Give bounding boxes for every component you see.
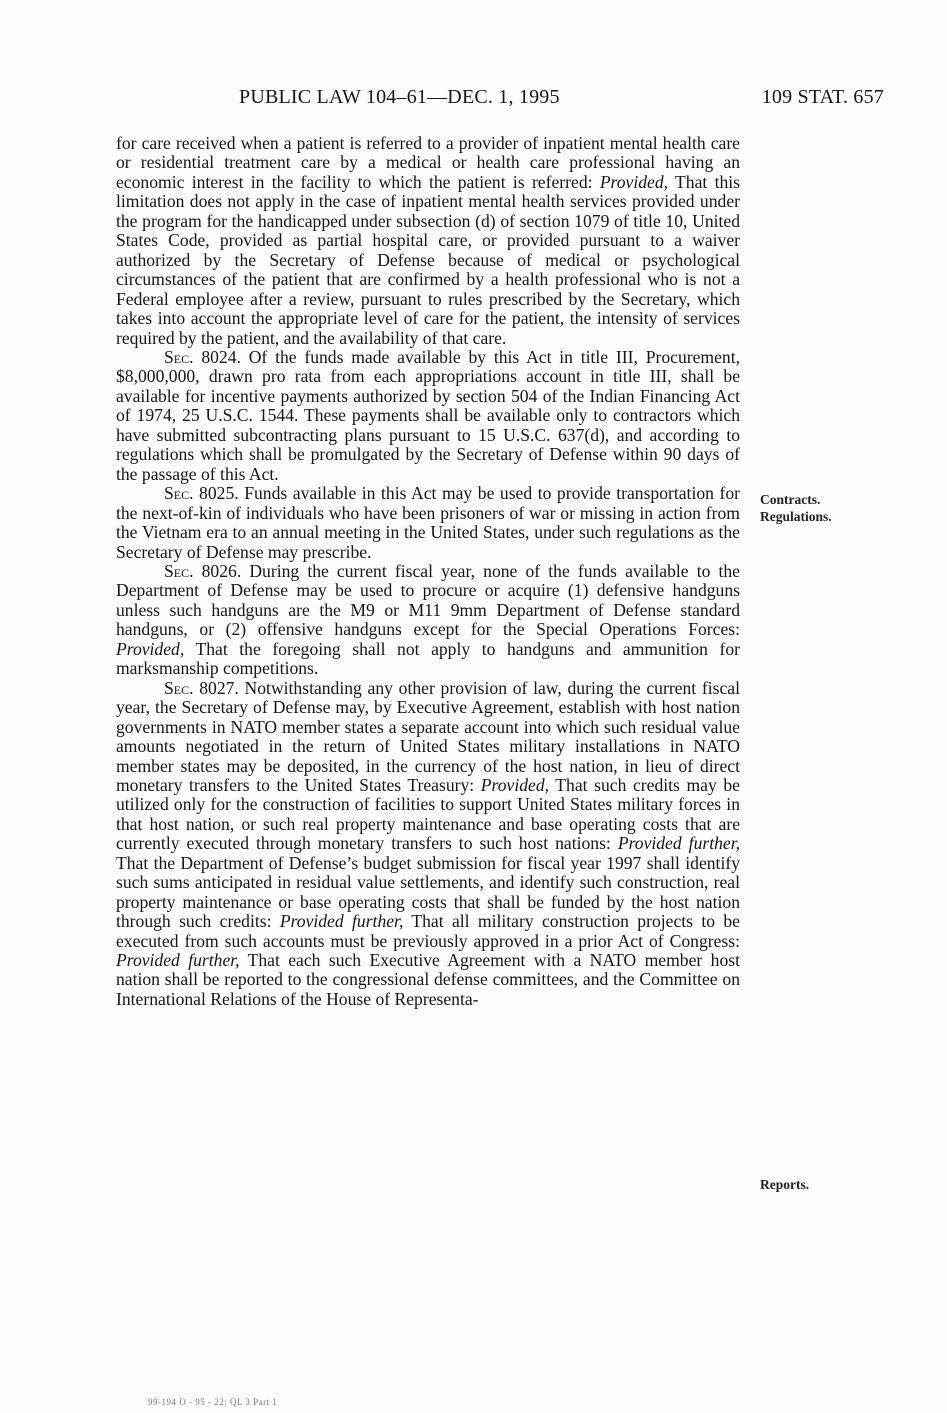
text-run: That all military construction projects to be executed from such accounts must be previously approved in a prior Act of Congress: (116, 911, 740, 951)
section-8026 (116, 562, 740, 679)
continued-paragraph (116, 134, 740, 348)
italic-proviso: Provided further, (116, 950, 240, 971)
print-code-footer: 99-194 O - 95 - 22: QL 3 Part 1 (148, 1397, 278, 1407)
main-text (116, 134, 740, 1009)
text-run: Notwithstanding any other provision of law, during the current fiscal year, the Secretary of Defense may, by Executive Agreement, establish with host nation governments in NATO member states a separate account into which such residual value amounts negotiated in the return of United States military installations in NATO member states may be deposited, in the currency of the host nation, in lieu of direct monetary transfers to the United States Treasury: (116, 677, 740, 795)
margin-note-contracts-regulations (760, 491, 832, 525)
italic-proviso: Provided, (116, 638, 185, 659)
italic-proviso: Provided further, (617, 833, 740, 854)
statute-page-reference: 109 STAT. 657 (761, 86, 884, 108)
section-label: Sec. 8024. (164, 346, 241, 367)
margin-note-regulations: Regulations. (760, 509, 832, 524)
text-run: During the current fiscal year, none of the funds available to the Department of Defense may be used to procure or acquire (1) defensive handguns unless such handguns are the M9 or M11 9mm Department of Defense standard handguns, or (2) offensive handguns except for the Special Operations Forces: (116, 560, 740, 640)
margin-note-contracts: Contracts. (760, 492, 821, 507)
section-label: Sec. 8026. (164, 560, 242, 581)
text-run: That the foregoing shall not apply to handguns and ammunition for marksmanship competitions. (116, 638, 740, 679)
text-run: for care received when a patient is referred to a provider of inpatient mental health care or residential treatment care by a medical or health care professional having an economic interest in the facility to which the patient is referred: (116, 133, 740, 192)
page-header (116, 86, 884, 112)
italic-proviso: Provided further, (279, 911, 404, 932)
text-run: Of the funds made available by this Act in title III, Procurement, $8,000,000, drawn pro rata from each appropriations account in title III, shall be available for incentive payments authorized by section 504 of the Indian Financing Act of 1974, 25 U.S.C. 1544. These payments shall be available only to contractors which have submitted subcontracting plans pursuant to 15 U.S.C. 637(d), and according to regulations which shall be promulgated by the Secretary of Defense within 90 days of the passage of this Act. (116, 346, 740, 484)
section-label: Sec. 8025. (164, 483, 239, 504)
text-run: That each such Executive Agreement with a NATO member host nation shall be reported to the congressional defense committees, and the Committee on International Relations of the House of Representa- (116, 950, 740, 1009)
running-head: PUBLIC LAW 104–61—DEC. 1, 1995 (239, 86, 560, 108)
italic-proviso: Provided, (599, 171, 669, 192)
section-8024 (116, 348, 740, 484)
section-8025 (116, 484, 740, 562)
margin-note-reports: Reports. (760, 1177, 810, 1192)
text-run: That this limitation does not apply in the case of inpatient mental health services provided under the program for the handicapped under subsection (d) of section 1079 of title 10, United States Code, provided as partial hospital care, or provided pursuant to a waiver authorized by the Secretary of Defense because of medical or psychological circumstances of the patient that are confirmed by a health professional who is not a Federal employee after a review, pursuant to rules prescribed by the Secretary, which takes into account the appropriate level of care for the patient, the intensity of services required by the patient, and the availability of that care. (116, 171, 741, 348)
italic-proviso: Provided, (480, 774, 550, 795)
text-run: That the Department of Defense’s budget submission for fiscal year 1997 shall identify such sums anticipated in residual value settlements, and identify such construction, real property maintenance or base operating costs that shall be funded by the host nation through such credits: (116, 852, 740, 932)
text-run: That such credits may be utilized only for the construction of facilities to support United States military forces in that host nation, or such real property maintenance and base operating costs that are currently executed through monetary transfers to such host nations: (116, 774, 740, 854)
section-8027 (116, 679, 740, 1010)
text-run: Funds available in this Act may be used to provide transportation for the next-of-kin of individuals who have been prisoners of war or missing in action from the Vietnam era to an annual meeting in the United States, under such regulations as the Secretary of Defense may prescribe. (116, 483, 740, 562)
section-label: Sec. 8027. (164, 677, 239, 698)
